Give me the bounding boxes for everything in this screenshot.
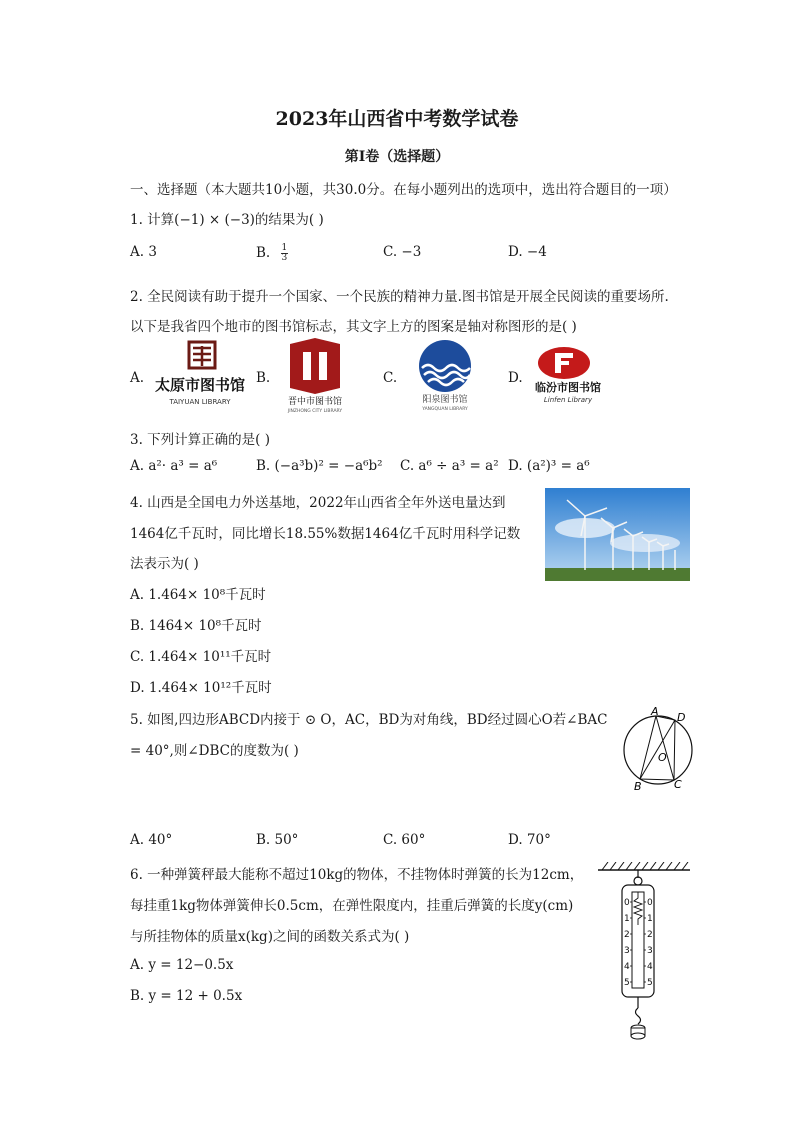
q6-stem-line1: 6. 一种弹簧秤最大能称不超过10kg的物体，不挂物体时弹簧的长为12cm， [130, 867, 584, 883]
q4-stem-line3: 法表示为( ) [130, 556, 199, 572]
scale-left-3: 3 [624, 946, 630, 956]
scale-right-3: 3 [647, 946, 653, 956]
q1-option-d: D. −4 [508, 244, 547, 260]
scale-right-2: 2 [647, 930, 653, 940]
q1-option-b-label: B. [256, 245, 271, 261]
taiyuan-logo-en: TAIYUAN LIBRARY [169, 398, 231, 406]
q6-stem-line3: 与所挂物体的质量x(kg)之间的函数关系式为( ) [130, 929, 410, 945]
q3-option-b: B. (−a³b)² = −a⁶b² [256, 458, 383, 474]
q6-option-b: B. y = 12 + 0.5x [130, 988, 243, 1004]
q5-option-d: D. 70° [508, 832, 551, 848]
scale-right-1: 1 [647, 914, 653, 924]
fig-label-c: C [674, 778, 682, 791]
scale-left-1: 1 [624, 914, 630, 924]
q1-option-c: C. −3 [383, 244, 422, 260]
scale-right-5: 5 [647, 978, 653, 988]
q3-option-d: D. (a²)³ = a⁶ [508, 458, 590, 474]
q4-option-a: A. 1.464× 10⁸千瓦时 [130, 587, 266, 603]
circle-quadrilateral-figure [618, 702, 698, 800]
scale-right-0: 0 [647, 898, 653, 908]
linfen-logo-cn: 临汾市图书馆 [535, 381, 601, 394]
q3-option-c: C. a⁶ ÷ a³ = a² [400, 458, 499, 474]
taiyuan-logo-cn: 太原市图书馆 [154, 376, 246, 394]
fig-label-d: D [677, 711, 686, 724]
q5-stem-line2: = 40°,则∠DBC的度数为( ) [130, 743, 299, 759]
q4-option-c: C. 1.464× 10¹¹千瓦时 [130, 649, 272, 665]
q4-option-b: B. 1464× 10⁸千瓦时 [130, 618, 262, 634]
q4-stem-line2: 1464亿千瓦时，同比增长18.55%数据1464亿千瓦时用科学记数 [130, 526, 521, 542]
fig-label-b: B [634, 780, 642, 793]
q3-option-a: A. a²· a³ = a⁶ [130, 458, 218, 474]
q2-stem-line1: 2. 全民阅读有助于提升一个国家、一个民族的精神力量.图书馆是开展全民阅读的重要场所. [130, 289, 669, 305]
q1-b-denominator: 3 [281, 253, 288, 263]
jinzhong-logo-cn: 晋中市图书馆 [287, 397, 343, 407]
fig-label-o: O [658, 751, 667, 764]
fig-label-a: A [651, 705, 659, 718]
scale-left-0: 0 [624, 898, 630, 908]
q6-option-a: A. y = 12−0.5x [130, 957, 234, 973]
q5-option-a: A. 40° [130, 832, 173, 848]
scale-left-4: 4 [624, 962, 630, 972]
q5-option-c: C. 60° [383, 832, 426, 848]
q6-stem-line2: 每挂重1kg物体弹簧伸长0.5cm，在弹性限度内，挂重后弹簧的长度y(cm) [130, 898, 574, 914]
wind-turbine-photo [545, 488, 690, 585]
part-title: 第I卷（选择题） [344, 149, 450, 165]
q2-option-c-label: C. [383, 370, 398, 386]
page-title: 2023年山西省中考数学试卷 [275, 108, 519, 130]
jinzhong-logo-en: JINZHONG CITY LIBRARY [287, 409, 343, 414]
q1-option-b [256, 244, 288, 263]
q5-stem-line1: 5. 如图,四边形ABCD内接于 ⊙ O，AC，BD为对角线，BD经过圆心O若∠BAC [130, 712, 608, 728]
q2-option-b-label: B. [256, 370, 271, 386]
scale-right-4: 4 [647, 962, 653, 972]
q1-stem: 1. 计算(−1) × (−3)的结果为( ) [130, 212, 324, 228]
linfen-library-logo [528, 345, 612, 411]
scale-left-5: 5 [624, 978, 630, 988]
jinzhong-library-logo [270, 336, 360, 418]
q2-stem-line2: 以下是我省四个地市的图书馆标志，其文字上方的图案是轴对称图形的是( ) [130, 319, 577, 335]
linfen-logo-en: Linfen Library [543, 396, 593, 404]
yangquan-logo-cn: 阳泉图书馆 [422, 395, 468, 405]
q1-option-a: A. 3 [130, 244, 157, 260]
q4-option-d: D. 1.464× 10¹²千瓦时 [130, 680, 272, 696]
yangquan-library-logo [400, 338, 490, 418]
q1-b-numerator: 1 [281, 243, 288, 253]
q3-stem: 3. 下列计算正确的是( ) [130, 432, 270, 448]
q4-stem-line1: 4. 山西是全国电力外送基地，2022年山西省全年外送电量达到 [130, 495, 506, 511]
spring-scale-figure [596, 862, 692, 1048]
taiyuan-library-logo [145, 340, 255, 414]
scale-left-2: 2 [624, 930, 630, 940]
q5-option-b: B. 50° [256, 832, 299, 848]
q2-option-d-label: D. [508, 370, 523, 386]
yangquan-logo-en: YANGQUAN LIBRARY [422, 407, 468, 412]
section-heading: 一、选择题（本大题共10小题，共30.0分。在每小题列出的选项中，选出符合题目的一项） [130, 182, 677, 198]
q2-option-a-label: A. [130, 370, 145, 386]
